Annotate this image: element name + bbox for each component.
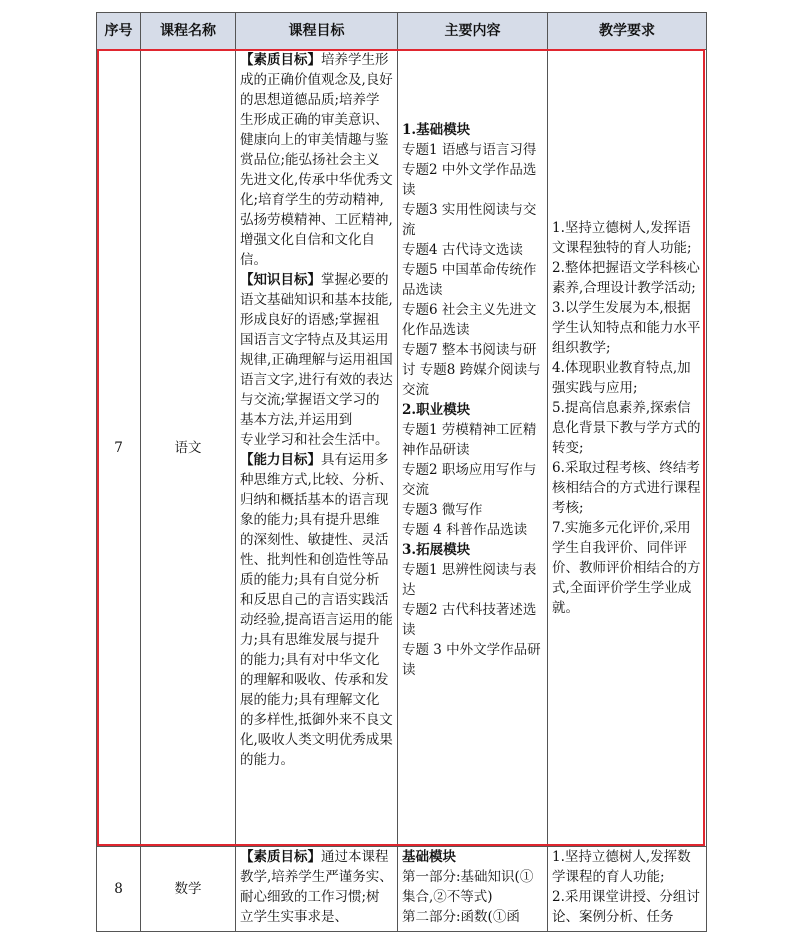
goal-tag: 【素质目标】 xyxy=(240,52,321,68)
content-item: 专题6 社会主义先进文化作品选读 xyxy=(402,302,537,338)
goal-tag: 【素质目标】 xyxy=(240,849,321,865)
goal-para xyxy=(240,450,393,770)
goal-text: 具有运用多种思维方式,比较、分析、归纳和概括基本的语言现象的能力;具有提升思维的深刻性、敏捷性、灵活性、批判性和创造性等品质的能力;具有自觉分析和反思自己的言语实践活动经验,提高语言运用的能力;具有思维发展与提升的能力;具有对中华文化的理解和吸收、传承和发展的能力;具有理解文化的多样性,抵御外来不良文化,吸收人类文明优秀成果的能力。 xyxy=(240,452,393,768)
content-item: 专题3 实用性阅读与交流 xyxy=(402,202,537,238)
header-goal: 课程目标 xyxy=(236,13,398,50)
row-req xyxy=(548,50,707,847)
content-item: 专题2 职场应用写作与交流 xyxy=(402,462,537,498)
header-content: 主要内容 xyxy=(398,13,548,50)
header-row xyxy=(97,13,707,50)
header-course: 课程名称 xyxy=(141,13,236,50)
row-content xyxy=(398,847,548,932)
goal-tag: 【知识目标】 xyxy=(240,272,321,288)
req-item: 1.坚持立德树人,发挥语文课程独特的育人功能; xyxy=(552,220,692,256)
content-item: 专题1 语感与语言习得 xyxy=(402,142,537,158)
content-item: 第一部分:基础知识(①集合,②不等式) xyxy=(402,869,534,905)
goal-text: 培养学生形成的正确价值观念及,良好的思想道德品质;培养学生形成正确的审美意识、健康向上的审美情趣与鉴赏品位;能弘扬社会主义先进文化,传承中华优秀文化;培育学生的劳动精神,弘扬劳模精神、工匠精神, 增强文化自信和文化自信。 xyxy=(240,52,393,268)
content-item: 专题 3 中外文学作品研读 xyxy=(402,642,541,678)
content-item: 专题3 微写作 xyxy=(402,502,483,518)
row-goal xyxy=(236,50,398,847)
row-content xyxy=(398,50,548,847)
content-item: 专题 4 科普作品选读 xyxy=(402,522,528,538)
goal-para xyxy=(240,270,393,450)
content-item: 专题1 思辨性阅读与表达 xyxy=(402,562,537,598)
table-row xyxy=(97,50,707,847)
req-item: 4.体现职业教育特点,加强实践与应用; xyxy=(552,360,691,396)
row-course: 数学 xyxy=(141,847,236,932)
content-head: 2.职业模块 xyxy=(402,402,471,418)
content-item: 专题2 古代科技著述选读 xyxy=(402,602,537,638)
header-seq: 序号 xyxy=(97,13,141,50)
row-req xyxy=(548,847,707,932)
content-head: 1.基础模块 xyxy=(402,122,471,138)
req-item: 3.以学生发展为本,根据学生认知特点和能力水平组织教学; xyxy=(552,300,701,356)
req-item: 2.采用课堂讲授、分组讨论、案例分析、任务 xyxy=(552,889,700,925)
content-item: 专题1 劳模精神工匠精神作品研读 xyxy=(402,422,537,458)
content-item: 专题4 古代诗文选读 xyxy=(402,242,523,258)
content-head: 基础模块 xyxy=(402,849,456,865)
curriculum-table xyxy=(96,12,707,932)
table-row xyxy=(97,847,707,932)
row-seq: 7 xyxy=(97,50,141,847)
req-item: 5.提高信息素养,探索信息化背景下教与学方式的转变; xyxy=(552,400,701,456)
header-req: 教学要求 xyxy=(548,13,707,50)
content-head: 3.拓展模块 xyxy=(402,542,471,558)
content-item: 专题7 整本书阅读与研讨 专题8 跨媒介阅读与交流 xyxy=(402,342,541,398)
req-item: 7.实施多元化评价,采用学生自我评价、同伴评价、教师评价相结合的方式,全面评价学生学业成就。 xyxy=(552,520,701,616)
req-item: 2.整体把握语文学科核心素养,合理设计教学活动; xyxy=(552,260,700,296)
row-course: 语文 xyxy=(141,50,236,847)
req-item: 1.坚持立德树人,发挥数学课程的育人功能; xyxy=(552,849,691,885)
content-item: 第二部分:函数(①函 xyxy=(402,909,520,925)
content-item: 专题2 中外文学作品选读 xyxy=(402,162,537,198)
req-item: 6.采取过程考核、终结考核相结合的方式进行课程考核; xyxy=(552,460,701,516)
row-seq: 8 xyxy=(97,847,141,932)
goal-tag: 【能力目标】 xyxy=(240,452,321,468)
row-goal xyxy=(236,847,398,932)
content-item: 专题5 中国革命传统作品选读 xyxy=(402,262,537,298)
goal-text: 通过本课程教学,培养学生严谨务实、耐心细致的工作习惯;树立学生实事求是、 xyxy=(240,849,393,925)
goal-para xyxy=(240,50,393,270)
goal-para xyxy=(240,847,393,927)
goal-text: 掌握必要的语文基础知识和基本技能,形成良好的语感;掌握祖国语言文字特点及其运用规律,正确理解与运用祖国语言文字,进行有效的表达与交流;掌握语文学习的基本方法,并运用到 专业学习和社会生活中。 xyxy=(240,272,393,448)
